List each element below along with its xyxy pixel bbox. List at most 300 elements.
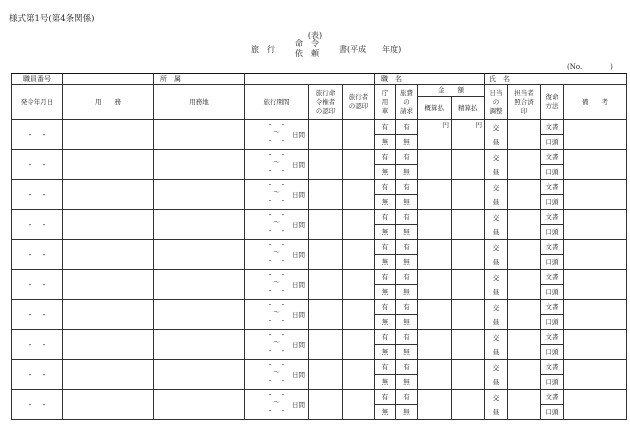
- report-oral[interactable]: 口頭: [545, 168, 559, 176]
- issue-date-field[interactable]: [12, 360, 63, 390]
- advance-amount-field[interactable]: [418, 390, 452, 420]
- remarks-field[interactable]: [564, 240, 627, 270]
- office-car-no[interactable]: 無: [381, 168, 389, 176]
- report-method-toggle[interactable]: [541, 150, 564, 180]
- period-tilde: 〜: [273, 278, 280, 286]
- traveler-seal-field[interactable]: [343, 120, 375, 150]
- daily-adjust-option-2[interactable]: 昼: [492, 227, 500, 236]
- location-field[interactable]: [154, 360, 245, 390]
- issue-date-field[interactable]: [12, 210, 63, 240]
- expense-no[interactable]: 無: [403, 198, 410, 206]
- daily-adjust-option-1[interactable]: 交: [492, 183, 500, 192]
- expense-claim-toggle[interactable]: [396, 180, 418, 210]
- office-car-toggle[interactable]: [375, 300, 396, 330]
- staff-number-label: 職員番号: [12, 74, 63, 85]
- remarks-field[interactable]: [564, 210, 627, 240]
- business-field[interactable]: [63, 360, 154, 390]
- name-label: 氏 名: [489, 75, 511, 83]
- amount-label: 金 額: [418, 85, 484, 97]
- period-field[interactable]: [245, 210, 309, 240]
- period-start: ・ ・: [266, 241, 287, 249]
- expense-claim-toggle[interactable]: [396, 120, 418, 150]
- office-car-no[interactable]: 無: [381, 378, 389, 386]
- office-car-yes[interactable]: 有: [375, 150, 395, 165]
- officer-check-field[interactable]: [508, 180, 541, 210]
- officer-check-field[interactable]: [508, 120, 541, 150]
- travel-order-table: [11, 73, 626, 420]
- period-end: ・ ・: [266, 377, 287, 385]
- expense-no[interactable]: 無: [403, 378, 410, 386]
- table-row: [12, 270, 627, 300]
- report-written[interactable]: 文書: [541, 180, 563, 195]
- daily-adjust-toggle[interactable]: [485, 300, 508, 330]
- number-field: (No. ): [567, 63, 613, 71]
- table-row: [12, 360, 627, 390]
- expense-yes[interactable]: 有: [396, 300, 417, 315]
- daily-adjust-toggle[interactable]: [485, 330, 508, 360]
- expense-yes[interactable]: 有: [396, 180, 417, 195]
- daily-adjust-toggle[interactable]: [485, 240, 508, 270]
- office-car-yes[interactable]: 有: [375, 360, 395, 375]
- daily-adjust-option-2[interactable]: 昼: [492, 317, 500, 326]
- daily-adjust-option-2[interactable]: 昼: [492, 257, 500, 266]
- title-right: 書(平成 年度): [339, 44, 402, 54]
- table-row: [12, 150, 627, 180]
- table-row: [12, 240, 627, 270]
- table-row: [12, 300, 627, 330]
- remarks-field[interactable]: [564, 390, 627, 420]
- location-field[interactable]: [154, 270, 245, 300]
- business-field[interactable]: [63, 390, 154, 420]
- traveler-seal-field[interactable]: [343, 180, 375, 210]
- expense-claim-toggle[interactable]: [396, 270, 418, 300]
- advance-amount-field[interactable]: [418, 120, 452, 150]
- office-car-no[interactable]: 無: [381, 258, 389, 266]
- department-field[interactable]: [154, 74, 245, 85]
- officer-check-field[interactable]: [508, 330, 541, 360]
- settlement-label: 精算払: [458, 103, 478, 112]
- advance-amount-field[interactable]: [418, 240, 452, 270]
- period-days: 日間: [292, 401, 305, 409]
- col-business-location: 用務地: [154, 85, 245, 120]
- location-field[interactable]: [154, 390, 245, 420]
- col-remarks: 備 考: [564, 85, 627, 120]
- report-written[interactable]: 文書: [541, 210, 563, 225]
- period-days: 日間: [292, 311, 305, 319]
- officer-line-2: 照合済: [514, 97, 534, 106]
- report-method-toggle[interactable]: [541, 120, 564, 150]
- office-car-yes[interactable]: 有: [375, 210, 395, 225]
- staff-number-field[interactable]: [63, 74, 154, 85]
- advance-amount-field[interactable]: [418, 360, 452, 390]
- daily-adjust-option-2[interactable]: 昼: [492, 137, 500, 146]
- period-tilde: 〜: [273, 248, 280, 256]
- approver-seal-field[interactable]: [309, 390, 343, 420]
- office-car-no[interactable]: 無: [381, 318, 389, 326]
- office-car-no[interactable]: 無: [381, 408, 389, 416]
- expense-claim-toggle[interactable]: [396, 360, 418, 390]
- period-days: 日間: [292, 281, 305, 289]
- daily-adjust-option-1[interactable]: 交: [492, 243, 500, 252]
- settlement-amount-field[interactable]: [452, 330, 485, 360]
- business-field[interactable]: [63, 210, 154, 240]
- period-start: ・ ・: [266, 361, 287, 369]
- business-field[interactable]: [63, 150, 154, 180]
- expense-claim-toggle[interactable]: [396, 150, 418, 180]
- report-method-toggle[interactable]: [541, 210, 564, 240]
- business-field[interactable]: [63, 180, 154, 210]
- business-field[interactable]: [63, 120, 154, 150]
- remarks-field[interactable]: [564, 180, 627, 210]
- col-report-method: [541, 85, 564, 120]
- daily-adjust-option-2[interactable]: 昼: [492, 197, 500, 206]
- report-written[interactable]: 文書: [541, 300, 563, 315]
- office-car-toggle[interactable]: [375, 330, 396, 360]
- period-end: ・ ・: [266, 347, 287, 355]
- period-start: ・ ・: [266, 391, 287, 399]
- issue-date-field[interactable]: [12, 240, 63, 270]
- expense-no[interactable]: 無: [403, 168, 410, 176]
- report-written[interactable]: 文書: [541, 390, 563, 405]
- col-issue-date: 発令年月日: [12, 85, 63, 120]
- date-placeholder: ・ ・: [26, 160, 48, 169]
- advance-amount-field[interactable]: [418, 330, 452, 360]
- period-field[interactable]: [245, 390, 309, 420]
- officer-check-field[interactable]: [508, 360, 541, 390]
- business-field[interactable]: [63, 330, 154, 360]
- settlement-amount-field[interactable]: [452, 390, 485, 420]
- info-row: [12, 74, 627, 85]
- report-oral[interactable]: 口頭: [545, 138, 559, 146]
- approver-line-3: の認印: [315, 106, 336, 115]
- approver-seal-field[interactable]: [309, 360, 343, 390]
- report-oral[interactable]: 口頭: [545, 408, 559, 416]
- expense-yes[interactable]: 有: [396, 270, 417, 285]
- expense-yes[interactable]: 有: [396, 360, 417, 375]
- business-field[interactable]: [63, 300, 154, 330]
- office-car-toggle[interactable]: [375, 210, 396, 240]
- period-field[interactable]: [245, 330, 309, 360]
- office-car-yes[interactable]: 有: [375, 240, 395, 255]
- table-row: [12, 330, 627, 360]
- daily-adjust-option-2[interactable]: 昼: [492, 167, 500, 176]
- report-oral[interactable]: 口頭: [545, 378, 559, 386]
- approver-seal-field[interactable]: [309, 240, 343, 270]
- period-days: 日間: [292, 221, 305, 229]
- report-oral[interactable]: 口頭: [545, 258, 559, 266]
- traveler-seal-field[interactable]: [343, 270, 375, 300]
- report-oral[interactable]: 口頭: [545, 198, 559, 206]
- period-days: 日間: [292, 161, 305, 169]
- period-field[interactable]: [245, 150, 309, 180]
- report-written[interactable]: 文書: [541, 270, 563, 285]
- table-row: [12, 210, 627, 240]
- officer-check-field[interactable]: [508, 270, 541, 300]
- expense-no[interactable]: 無: [403, 258, 410, 266]
- remarks-field[interactable]: [564, 270, 627, 300]
- expense-yes[interactable]: 有: [396, 210, 417, 225]
- office-car-yes[interactable]: 有: [375, 390, 395, 405]
- daily-adjust-option-1[interactable]: 交: [492, 123, 500, 132]
- name-field[interactable]: [485, 74, 627, 85]
- daily-adjust-toggle[interactable]: [485, 150, 508, 180]
- issue-date-field[interactable]: [12, 300, 63, 330]
- col-expense-claim: [396, 85, 418, 120]
- office-car-toggle[interactable]: [375, 360, 396, 390]
- officer-check-field[interactable]: [508, 300, 541, 330]
- office-car-toggle[interactable]: [375, 390, 396, 420]
- traveler-seal-field[interactable]: [343, 240, 375, 270]
- business-field[interactable]: [63, 240, 154, 270]
- office-car-yes[interactable]: 有: [375, 120, 395, 135]
- expense-claim-toggle[interactable]: [396, 390, 418, 420]
- advance-amount-field[interactable]: [418, 180, 452, 210]
- officer-line-1: 担当者: [514, 88, 534, 97]
- daily-line-1: 日当: [489, 88, 503, 97]
- col-amount: [418, 85, 485, 120]
- settlement-amount-field[interactable]: [452, 270, 485, 300]
- report-method-toggle[interactable]: [541, 180, 564, 210]
- report-method-toggle[interactable]: [541, 330, 564, 360]
- business-field[interactable]: [63, 270, 154, 300]
- issue-date-field[interactable]: [12, 120, 63, 150]
- traveler-seal-field[interactable]: [343, 330, 375, 360]
- report-written[interactable]: 文書: [541, 150, 563, 165]
- daily-adjust-option-2[interactable]: 昼: [492, 347, 500, 356]
- traveler-seal-field[interactable]: [343, 390, 375, 420]
- settlement-amount-field[interactable]: [452, 150, 485, 180]
- period-field[interactable]: [245, 240, 309, 270]
- report-oral[interactable]: 口頭: [545, 318, 559, 326]
- issue-date-field[interactable]: [12, 180, 63, 210]
- daily-adjust-toggle[interactable]: [485, 390, 508, 420]
- office-car-toggle[interactable]: [375, 120, 396, 150]
- col-office-car: [375, 85, 396, 120]
- report-method-toggle[interactable]: [541, 300, 564, 330]
- office-car-line-2: 用: [381, 97, 389, 106]
- daily-adjust-option-1[interactable]: 交: [492, 273, 500, 282]
- date-placeholder: ・ ・: [26, 400, 48, 409]
- daily-adjust-option-1[interactable]: 交: [492, 153, 500, 162]
- office-car-no[interactable]: 無: [381, 348, 389, 356]
- form-side-label: (表): [307, 31, 323, 40]
- office-car-toggle[interactable]: [375, 270, 396, 300]
- period-tilde: 〜: [273, 398, 280, 406]
- report-written[interactable]: 文書: [541, 120, 563, 135]
- expense-line-1: 旅費: [400, 88, 414, 97]
- period-field[interactable]: [245, 120, 309, 150]
- expense-claim-toggle[interactable]: [396, 330, 418, 360]
- approver-seal-field[interactable]: [309, 150, 343, 180]
- location-field[interactable]: [154, 240, 245, 270]
- period-field[interactable]: [245, 270, 309, 300]
- advance-amount-field[interactable]: [418, 270, 452, 300]
- office-car-line-1: 庁: [381, 88, 389, 97]
- period-field[interactable]: [245, 360, 309, 390]
- location-field[interactable]: [154, 330, 245, 360]
- daily-adjust-option-1[interactable]: 交: [492, 393, 500, 402]
- officer-check-field[interactable]: [508, 210, 541, 240]
- daily-adjust-toggle[interactable]: [485, 120, 508, 150]
- office-car-no[interactable]: 無: [381, 198, 389, 206]
- expense-no[interactable]: 無: [403, 288, 410, 296]
- advance-label: 概算払: [418, 97, 452, 119]
- period-end: ・ ・: [266, 227, 287, 235]
- remarks-field[interactable]: [564, 360, 627, 390]
- office-car-no[interactable]: 無: [381, 138, 389, 146]
- expense-no[interactable]: 無: [403, 138, 410, 146]
- date-placeholder: ・ ・: [26, 220, 48, 229]
- report-method-toggle[interactable]: [541, 240, 564, 270]
- department-label: 所 属: [160, 75, 181, 83]
- document-title: [251, 39, 401, 59]
- daily-adjust-toggle[interactable]: [485, 210, 508, 240]
- expense-yes[interactable]: 有: [396, 120, 417, 135]
- advance-amount-field[interactable]: [418, 210, 452, 240]
- period-field[interactable]: [245, 300, 309, 330]
- expense-claim-toggle[interactable]: [396, 210, 418, 240]
- settlement-amount-field[interactable]: [452, 180, 485, 210]
- title-order: 命 令: [295, 39, 319, 48]
- officer-check-field[interactable]: [508, 150, 541, 180]
- report-written[interactable]: 文書: [541, 330, 563, 345]
- location-field[interactable]: [154, 210, 245, 240]
- office-car-yes[interactable]: 有: [375, 180, 395, 195]
- approver-seal-field[interactable]: [309, 120, 343, 150]
- expense-yes[interactable]: 有: [396, 330, 417, 345]
- traveler-seal-field[interactable]: [343, 150, 375, 180]
- approver-line-1: 旅行命: [315, 88, 336, 97]
- report-oral[interactable]: 口頭: [545, 348, 559, 356]
- period-start: ・ ・: [266, 301, 287, 309]
- expense-no[interactable]: 無: [403, 348, 410, 356]
- report-line-1: 復命: [545, 93, 559, 101]
- settlement-amount-field[interactable]: [452, 240, 485, 270]
- traveler-line-2: の認印: [348, 102, 369, 110]
- period-days: 日間: [292, 251, 305, 259]
- issue-date-field[interactable]: [12, 150, 63, 180]
- date-placeholder: ・ ・: [26, 340, 48, 349]
- daily-adjust-option-1[interactable]: 交: [492, 363, 500, 372]
- daily-adjust-option-2[interactable]: 昼: [492, 377, 500, 386]
- approver-seal-field[interactable]: [309, 270, 343, 300]
- date-placeholder: ・ ・: [26, 370, 48, 379]
- settlement-amount-field[interactable]: [452, 300, 485, 330]
- title-request: 依 頼: [295, 49, 319, 58]
- period-days: 日間: [292, 131, 305, 139]
- daily-line-2: の: [492, 97, 500, 106]
- issue-date-field[interactable]: [12, 270, 63, 300]
- daily-adjust-option-1[interactable]: 交: [492, 213, 500, 222]
- daily-adjust-option-1[interactable]: 交: [492, 333, 500, 342]
- report-oral[interactable]: 口頭: [545, 228, 559, 236]
- remarks-field[interactable]: [564, 330, 627, 360]
- daily-adjust-option-2[interactable]: 昼: [492, 407, 500, 416]
- officer-check-field[interactable]: [508, 390, 541, 420]
- approver-seal-field[interactable]: [309, 300, 343, 330]
- settlement-amount-field[interactable]: [452, 360, 485, 390]
- office-car-no[interactable]: 無: [381, 228, 389, 236]
- office-car-no[interactable]: 無: [381, 288, 389, 296]
- daily-adjust-option-2[interactable]: 昼: [492, 287, 500, 296]
- period-field[interactable]: [245, 180, 309, 210]
- expense-claim-toggle[interactable]: [396, 240, 418, 270]
- column-header-row: [12, 85, 627, 120]
- expense-no[interactable]: 無: [403, 318, 410, 326]
- report-line-2: 方法: [545, 102, 559, 110]
- yen-unit: 円: [475, 121, 483, 129]
- yen-unit: 円: [442, 121, 450, 129]
- office-car-yes[interactable]: 有: [375, 300, 395, 315]
- office-car-yes[interactable]: 有: [375, 270, 395, 285]
- settlement-amount-field[interactable]: [452, 210, 485, 240]
- office-car-toggle[interactable]: [375, 180, 396, 210]
- period-tilde: 〜: [273, 218, 280, 226]
- approver-seal-field[interactable]: [309, 180, 343, 210]
- position-field[interactable]: [375, 74, 485, 85]
- report-method-toggle[interactable]: [541, 360, 564, 390]
- advance-amount-field[interactable]: [418, 150, 452, 180]
- location-field[interactable]: [154, 300, 245, 330]
- traveler-seal-field[interactable]: [343, 210, 375, 240]
- daily-adjust-toggle[interactable]: [485, 360, 508, 390]
- issue-date-field[interactable]: [12, 390, 63, 420]
- approver-seal-field[interactable]: [309, 330, 343, 360]
- approver-seal-field[interactable]: [309, 210, 343, 240]
- daily-adjust-option-1[interactable]: 交: [492, 303, 500, 312]
- remarks-field[interactable]: [564, 150, 627, 180]
- department-value-field[interactable]: [245, 74, 375, 85]
- expense-no[interactable]: 無: [403, 408, 410, 416]
- expense-no[interactable]: 無: [403, 228, 410, 236]
- period-tilde: 〜: [273, 188, 280, 196]
- daily-adjust-toggle[interactable]: [485, 270, 508, 300]
- period-start: ・ ・: [266, 271, 287, 279]
- expense-yes[interactable]: 有: [396, 240, 417, 255]
- report-method-toggle[interactable]: [541, 390, 564, 420]
- expense-yes[interactable]: 有: [396, 390, 417, 405]
- col-daily-allowance: [485, 85, 508, 120]
- location-field[interactable]: [154, 180, 245, 210]
- office-car-toggle[interactable]: [375, 240, 396, 270]
- report-written[interactable]: 文書: [541, 240, 563, 255]
- remarks-field[interactable]: [564, 120, 627, 150]
- report-written[interactable]: 文書: [541, 360, 563, 375]
- advance-amount-field[interactable]: [418, 300, 452, 330]
- expense-yes[interactable]: 有: [396, 150, 417, 165]
- office-car-toggle[interactable]: [375, 150, 396, 180]
- report-method-toggle[interactable]: [541, 270, 564, 300]
- location-field[interactable]: [154, 120, 245, 150]
- report-oral[interactable]: 口頭: [545, 288, 559, 296]
- officer-check-field[interactable]: [508, 240, 541, 270]
- period-end: ・ ・: [266, 287, 287, 295]
- col-business: 用 務: [63, 85, 154, 120]
- expense-claim-toggle[interactable]: [396, 300, 418, 330]
- period-days: 日間: [292, 341, 305, 349]
- period-days: 日間: [292, 371, 305, 379]
- issue-date-field[interactable]: [12, 330, 63, 360]
- period-start: ・ ・: [266, 211, 287, 219]
- location-field[interactable]: [154, 150, 245, 180]
- traveler-seal-field[interactable]: [343, 300, 375, 330]
- office-car-yes[interactable]: 有: [375, 330, 395, 345]
- settlement-amount-field[interactable]: [452, 120, 485, 150]
- period-end: ・ ・: [266, 137, 287, 145]
- daily-adjust-toggle[interactable]: [485, 180, 508, 210]
- remarks-field[interactable]: [564, 300, 627, 330]
- traveler-seal-field[interactable]: [343, 360, 375, 390]
